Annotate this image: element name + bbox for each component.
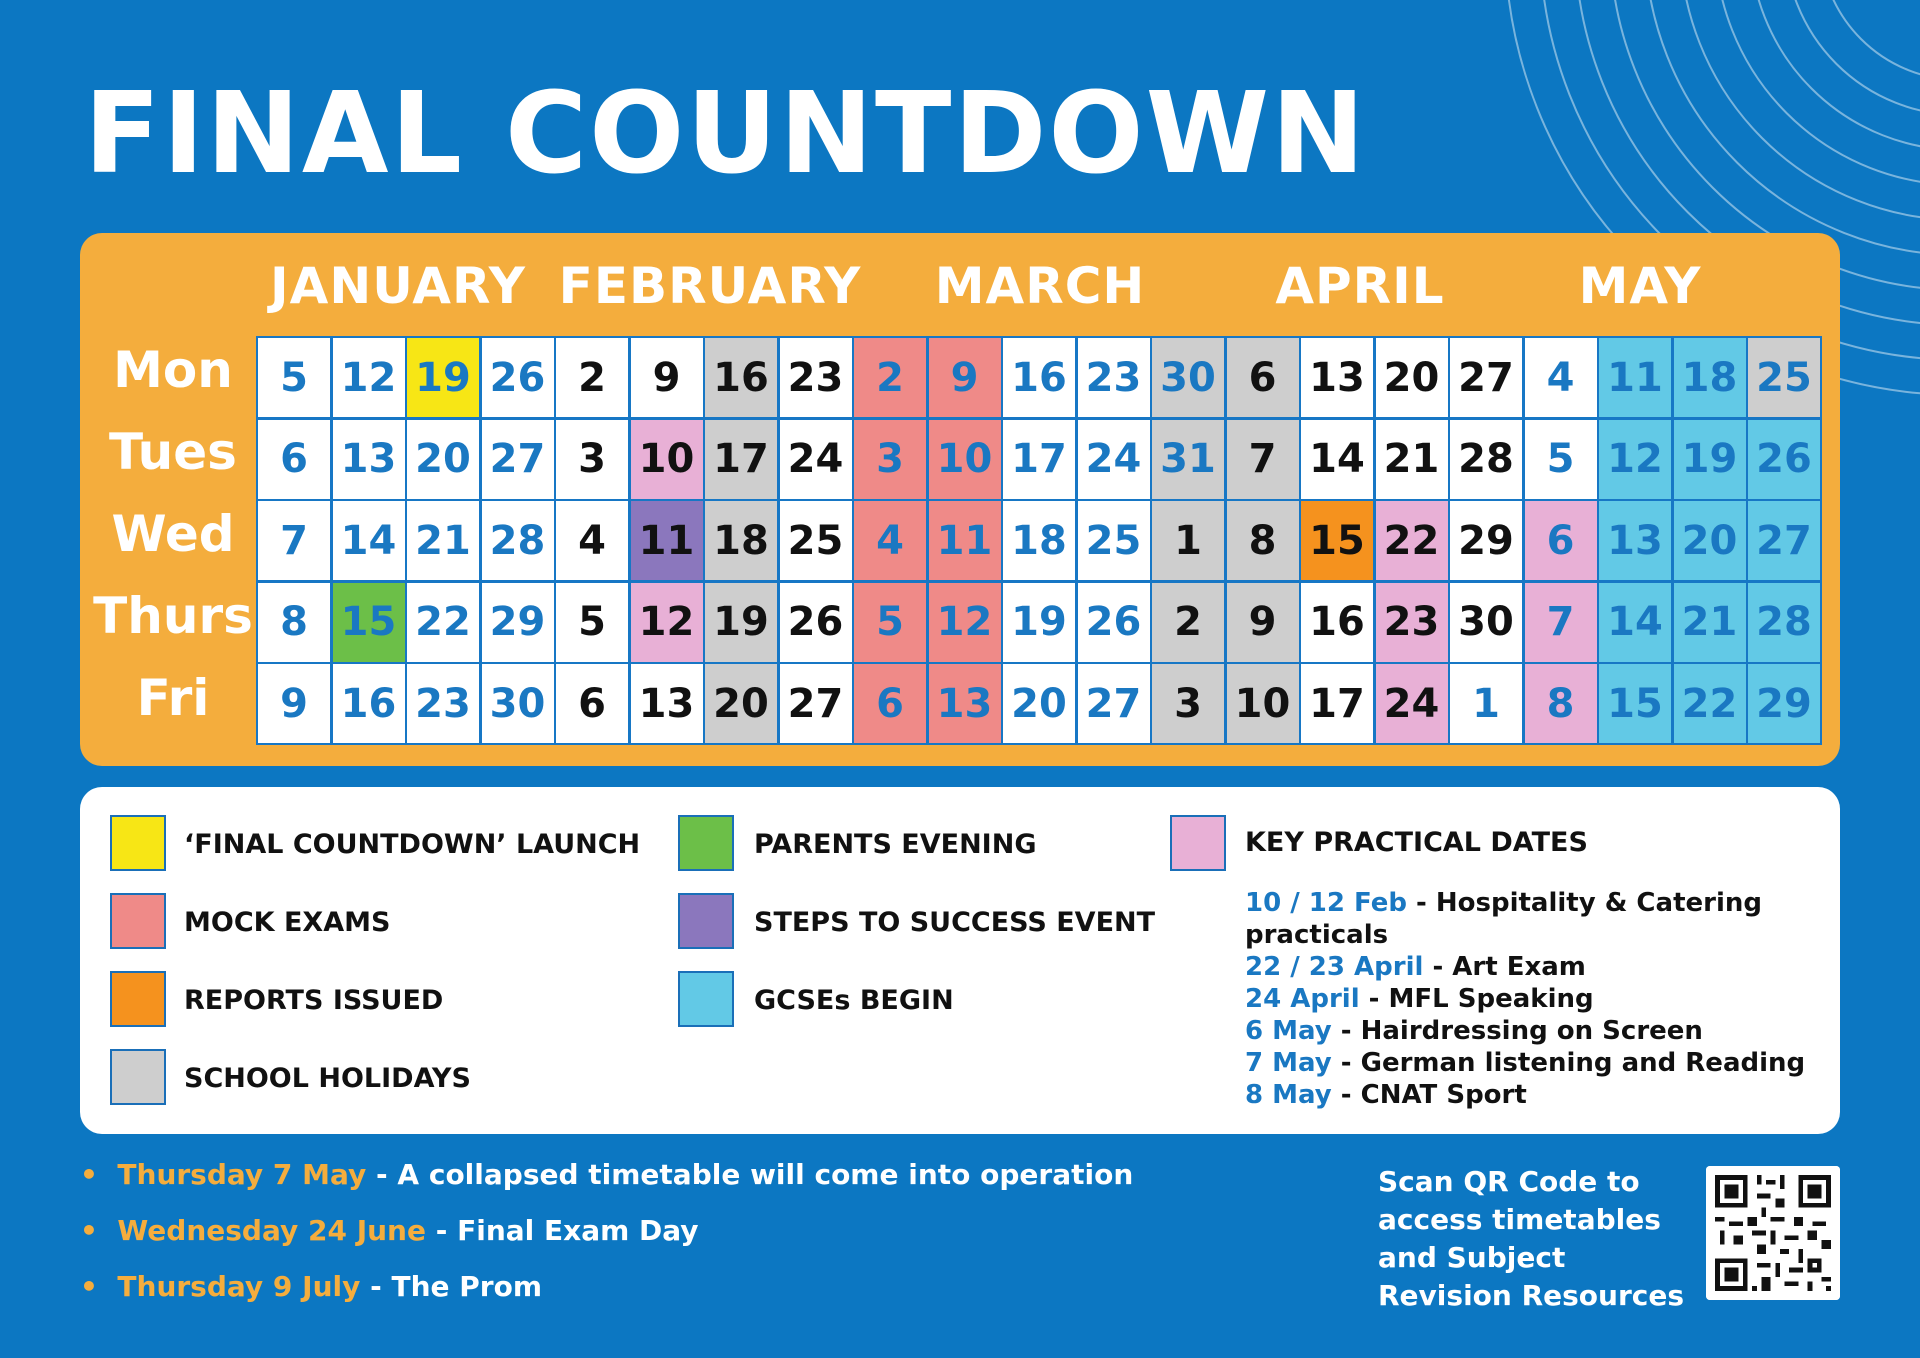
calendar-date-cell: 25: [778, 499, 854, 582]
swatch-mock-exams: [110, 893, 166, 949]
month-april: APRIL: [1275, 257, 1445, 315]
key-practical-item: 7 May - German listening and Reading: [1245, 1048, 1806, 1078]
calendar-date-cell: 25: [1076, 499, 1152, 582]
month-january: JANUARY: [270, 257, 526, 315]
calendar-date-cell: 7: [256, 499, 332, 582]
calendar-date-cell: 9: [629, 336, 705, 419]
calendar-date-cell: 4: [852, 499, 928, 582]
calendar-date-cell: 20: [1374, 336, 1450, 419]
legend-panel: [80, 787, 1840, 1134]
note-item: • Thursday 9 July - The Prom: [80, 1270, 542, 1303]
calendar-date-cell: 9: [1225, 581, 1301, 664]
calendar-date-cell: 13: [1299, 336, 1375, 419]
calendar-date-cell: 27: [778, 662, 854, 745]
key-practical-list: [1245, 887, 1840, 1111]
calendar-date-cell: 19: [1001, 581, 1077, 664]
calendar-date-cell: 21: [1374, 418, 1450, 501]
legend-launch: ‘FINAL COUNTDOWN’ LAUNCH: [184, 829, 641, 860]
note-item: • Thursday 7 May - A collapsed timetable will come into operation: [80, 1158, 1134, 1191]
calendar-date-cell: 10: [1225, 662, 1301, 745]
calendar-date-cell: 10: [927, 418, 1003, 501]
calendar-date-cell: 13: [927, 662, 1003, 745]
calendar-date-cell: 11: [629, 499, 705, 582]
calendar-date-cell: 12: [629, 581, 705, 664]
qr-instructions: Scan QR Code to access timetables and Subject Revision Resources: [1378, 1165, 1685, 1312]
legend-gcse: GCSEs BEGIN: [754, 985, 954, 1016]
qr-code-icon[interactable]: [1706, 1166, 1840, 1300]
calendar-date-cell: 24: [1374, 662, 1450, 745]
calendar-date-cell: 26: [480, 336, 556, 419]
calendar-date-cell: 20: [703, 662, 779, 745]
calendar-date-cell: 16: [331, 662, 407, 745]
day-tues: Tues: [109, 423, 237, 481]
month-march: MARCH: [934, 257, 1146, 315]
calendar-date-cell: 12: [1597, 418, 1673, 501]
calendar-date-cell: 18: [1001, 499, 1077, 582]
calendar-date-cell: 5: [1523, 418, 1599, 501]
calendar-date-cell: 16: [703, 336, 779, 419]
day-fri: Fri: [136, 669, 210, 727]
calendar-date-cell: 14: [331, 499, 407, 582]
calendar-date-cell: 16: [1001, 336, 1077, 419]
calendar-date-cell: 20: [405, 418, 481, 501]
swatch-holidays: [110, 1049, 166, 1105]
calendar-date-cell: 27: [1076, 662, 1152, 745]
calendar-date-cell: 8: [1523, 662, 1599, 745]
calendar-date-cell: 20: [1001, 662, 1077, 745]
calendar-date-cell: 16: [1299, 581, 1375, 664]
calendar-date-cell: 28: [1746, 581, 1822, 664]
swatch-practical: [1170, 815, 1226, 871]
key-practical-item: 6 May - Hairdressing on Screen: [1245, 1016, 1703, 1046]
calendar-date-cell: 23: [1374, 581, 1450, 664]
calendar-date-cell: 17: [703, 418, 779, 501]
calendar-date-cell: 6: [554, 662, 630, 745]
calendar-date-cell: 22: [405, 581, 481, 664]
calendar-date-cell: 27: [480, 418, 556, 501]
note-item: • Wednesday 24 June - Final Exam Day: [80, 1214, 699, 1247]
legend-steps: STEPS TO SUCCESS EVENT: [754, 907, 1156, 938]
calendar-date-cell: 27: [1448, 336, 1524, 419]
legend-mock-exams: MOCK EXAMS: [184, 907, 391, 938]
month-february: FEBRUARY: [558, 257, 862, 315]
day-wed: Wed: [111, 505, 235, 563]
calendar-date-cell: 6: [852, 662, 928, 745]
calendar-date-cell: 9: [927, 336, 1003, 419]
month-may: MAY: [1578, 257, 1702, 315]
calendar-date-cell: 23: [1076, 336, 1152, 419]
calendar-date-cell: 18: [1672, 336, 1748, 419]
calendar-date-cell: 26: [778, 581, 854, 664]
calendar-date-cell: 15: [1299, 499, 1375, 582]
calendar-date-cell: 11: [1597, 336, 1673, 419]
calendar-date-cell: 4: [1523, 336, 1599, 419]
calendar-date-cell: 15: [1597, 662, 1673, 745]
swatch-parents: [678, 815, 734, 871]
calendar-date-cell: 26: [1076, 581, 1152, 664]
calendar-date-cell: 28: [1448, 418, 1524, 501]
calendar-date-cell: 10: [629, 418, 705, 501]
calendar-date-cell: 24: [778, 418, 854, 501]
calendar-date-cell: 6: [1225, 336, 1301, 419]
calendar-date-cell: 23: [405, 662, 481, 745]
calendar-date-cell: 4: [554, 499, 630, 582]
calendar-date-cell: 8: [256, 581, 332, 664]
calendar-date-cell: 5: [554, 581, 630, 664]
key-practical-item: 22 / 23 April - Art Exam: [1245, 952, 1586, 982]
calendar-date-cell: 14: [1299, 418, 1375, 501]
key-practical-item: 10 / 12 Feb - Hospitality & Catering practicals: [1245, 888, 1762, 950]
calendar-date-cell: 1: [1150, 499, 1226, 582]
swatch-reports: [110, 971, 166, 1027]
calendar-date-cell: 8: [1225, 499, 1301, 582]
calendar-date-cell: 29: [1448, 499, 1524, 582]
calendar-date-cell: 7: [1225, 418, 1301, 501]
swatch-launch: [110, 815, 166, 871]
calendar-date-cell: 2: [554, 336, 630, 419]
calendar-date-cell: 6: [1523, 499, 1599, 582]
calendar-date-cell: 3: [1150, 662, 1226, 745]
calendar-date-cell: 15: [331, 581, 407, 664]
calendar-date-cell: 6: [256, 418, 332, 501]
calendar-date-cell: 23: [778, 336, 854, 419]
calendar-date-cell: 20: [1672, 499, 1748, 582]
calendar-date-cell: 18: [703, 499, 779, 582]
calendar-date-cell: 30: [1150, 336, 1226, 419]
calendar-date-cell: 29: [480, 581, 556, 664]
calendar-date-cell: 17: [1001, 418, 1077, 501]
calendar-date-cell: 7: [1523, 581, 1599, 664]
calendar-date-cell: 25: [1746, 336, 1822, 419]
calendar-date-cell: 2: [852, 336, 928, 419]
calendar-date-cell: 19: [1672, 418, 1748, 501]
calendar-date-cell: 28: [480, 499, 556, 582]
legend-practical: KEY PRACTICAL DATES: [1245, 827, 1588, 858]
calendar-date-cell: 14: [1597, 581, 1673, 664]
calendar-date-cell: 22: [1672, 662, 1748, 745]
legend-holidays: SCHOOL HOLIDAYS: [184, 1063, 471, 1094]
calendar-date-cell: 29: [1746, 662, 1822, 745]
calendar-date-cell: 13: [1597, 499, 1673, 582]
calendar-date-cell: 1: [1448, 662, 1524, 745]
swatch-steps: [678, 893, 734, 949]
calendar-date-cell: 2: [1150, 581, 1226, 664]
calendar-date-cell: 5: [852, 581, 928, 664]
calendar-date-cell: 9: [256, 662, 332, 745]
calendar-date-cell: 17: [1299, 662, 1375, 745]
calendar-date-cell: 24: [1076, 418, 1152, 501]
swatch-gcse: [678, 971, 734, 1027]
calendar-date-cell: 22: [1374, 499, 1450, 582]
calendar-date-cell: 13: [331, 418, 407, 501]
key-practical-item: 24 April - MFL Speaking: [1245, 984, 1594, 1014]
calendar-date-cell: 5: [256, 336, 332, 419]
calendar-date-cell: 26: [1746, 418, 1822, 501]
calendar-date-cell: 11: [927, 499, 1003, 582]
legend-reports: REPORTS ISSUED: [184, 985, 444, 1016]
calendar-date-cell: 13: [629, 662, 705, 745]
page-title: FINAL COUNTDOWN: [84, 69, 1367, 199]
calendar-date-cell: 21: [405, 499, 481, 582]
key-practical-item: 8 May - CNAT Sport: [1245, 1080, 1527, 1110]
calendar-date-cell: 19: [405, 336, 481, 419]
calendar-date-cell: 3: [852, 418, 928, 501]
calendar-date-cell: 30: [480, 662, 556, 745]
calendar-date-cell: 27: [1746, 499, 1822, 582]
calendar-date-cell: 12: [331, 336, 407, 419]
calendar-panel: [80, 233, 1840, 766]
day-thurs: Thurs: [93, 587, 253, 645]
calendar-date-cell: 21: [1672, 581, 1748, 664]
calendar-date-cell: 19: [703, 581, 779, 664]
calendar-date-cell: 31: [1150, 418, 1226, 501]
calendar-date-cell: 30: [1448, 581, 1524, 664]
day-mon: Mon: [113, 341, 233, 399]
calendar-date-cell: 3: [554, 418, 630, 501]
legend-parents: PARENTS EVENING: [754, 829, 1037, 860]
calendar-date-cell: 12: [927, 581, 1003, 664]
